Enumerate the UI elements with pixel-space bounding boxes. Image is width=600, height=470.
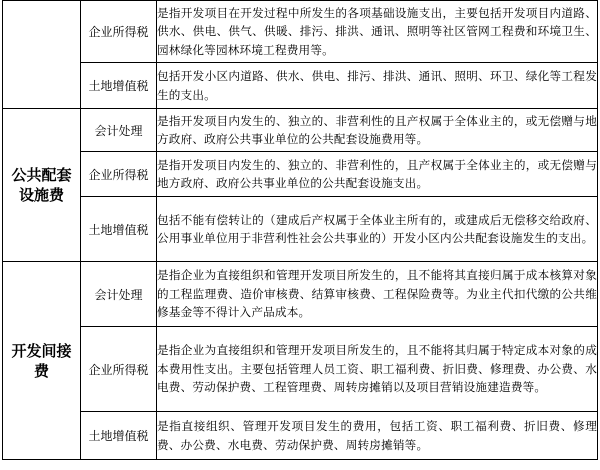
- cost-definition-table: [2, 0, 598, 460]
- description-cell: 是指直接组织、管理开发项目发生的费用，包括工资、职工福利费、折旧费、修理费、办公费、水电费、劳动保护费、周转房摊销等。: [157, 412, 598, 460]
- tax-type-cell: 企业所得税: [81, 152, 157, 197]
- description-cell: 是指开发项目内发生的、独立的、非营利性的，且产权属于全体业主的，或无偿赠与地方政府、政府公共事业单位的公共配套设施支出。: [157, 152, 598, 197]
- description-cell: 是指企业为直接组织和管理开发项目所发生的，且不能将其直接归属于成本核算对象的工程监理费、造价审核费、结算审核费、工程保险费等。为业主代扣代缴的公共维修基金等不得计入产品成本。: [157, 262, 598, 327]
- tax-type-cell: 会计处理: [81, 109, 157, 152]
- description-cell: 包括不能有偿转让的（建成后产权属于全体业主所有的，或建成后无偿移交给政府、公用事业单位用于非营利性社会公共事业的）开发小区内公共配套设施发生的支出。: [157, 197, 598, 262]
- table-row: [3, 109, 598, 152]
- tax-type-cell: 土地增值税: [81, 197, 157, 262]
- category-label: 公共配套设施费: [11, 166, 72, 204]
- table-row: [3, 197, 598, 262]
- tax-type-cell: 企业所得税: [81, 1, 157, 63]
- description-cell: 是指开发项目在开发过程中所发生的各项基础设施支出，主要包括开发项目内道路、供水、供电、供气、供暖、排污、排洪、通讯、照明等社区管网工程费和环境卫生、园林绿化等园林环境工程费用等。: [157, 1, 598, 63]
- table-row: [3, 152, 598, 197]
- description-cell: 是指企业为直接组织和管理开发项目所发生的，且不能将其归属于特定成本对象的成本费用性支出。主要包括管理人员工资、职工福利费、折旧费、修理费、办公费、水电费、劳动保护费、工程管理费、周转房摊销以及项目营销设施建造费等。: [157, 327, 598, 412]
- category-cell: [3, 262, 81, 460]
- tax-type-cell: 土地增值税: [81, 63, 157, 109]
- table-row: [3, 262, 598, 327]
- tax-type-cell: 土地增值税: [81, 412, 157, 460]
- table-row: [3, 412, 598, 460]
- table-row: [3, 1, 598, 63]
- category-cell: [3, 1, 81, 109]
- description-cell: 包括开发小区内道路、供水、供电、排污、排洪、通讯、照明、环卫、绿化等工程发生的支出。: [157, 63, 598, 109]
- category-label: 开发间接费: [11, 341, 72, 380]
- description-cell: 是指开发项目内发生的、独立的、非营利性的且产权属于全体业主的，或无偿赠与地方政府、政府公共事业单位的公共配套设施费用等。: [157, 109, 598, 152]
- table-row: [3, 327, 598, 412]
- tax-type-cell: 企业所得税: [81, 327, 157, 412]
- category-cell: [3, 109, 81, 262]
- table-row: [3, 63, 598, 109]
- tax-type-cell: 会计处理: [81, 262, 157, 327]
